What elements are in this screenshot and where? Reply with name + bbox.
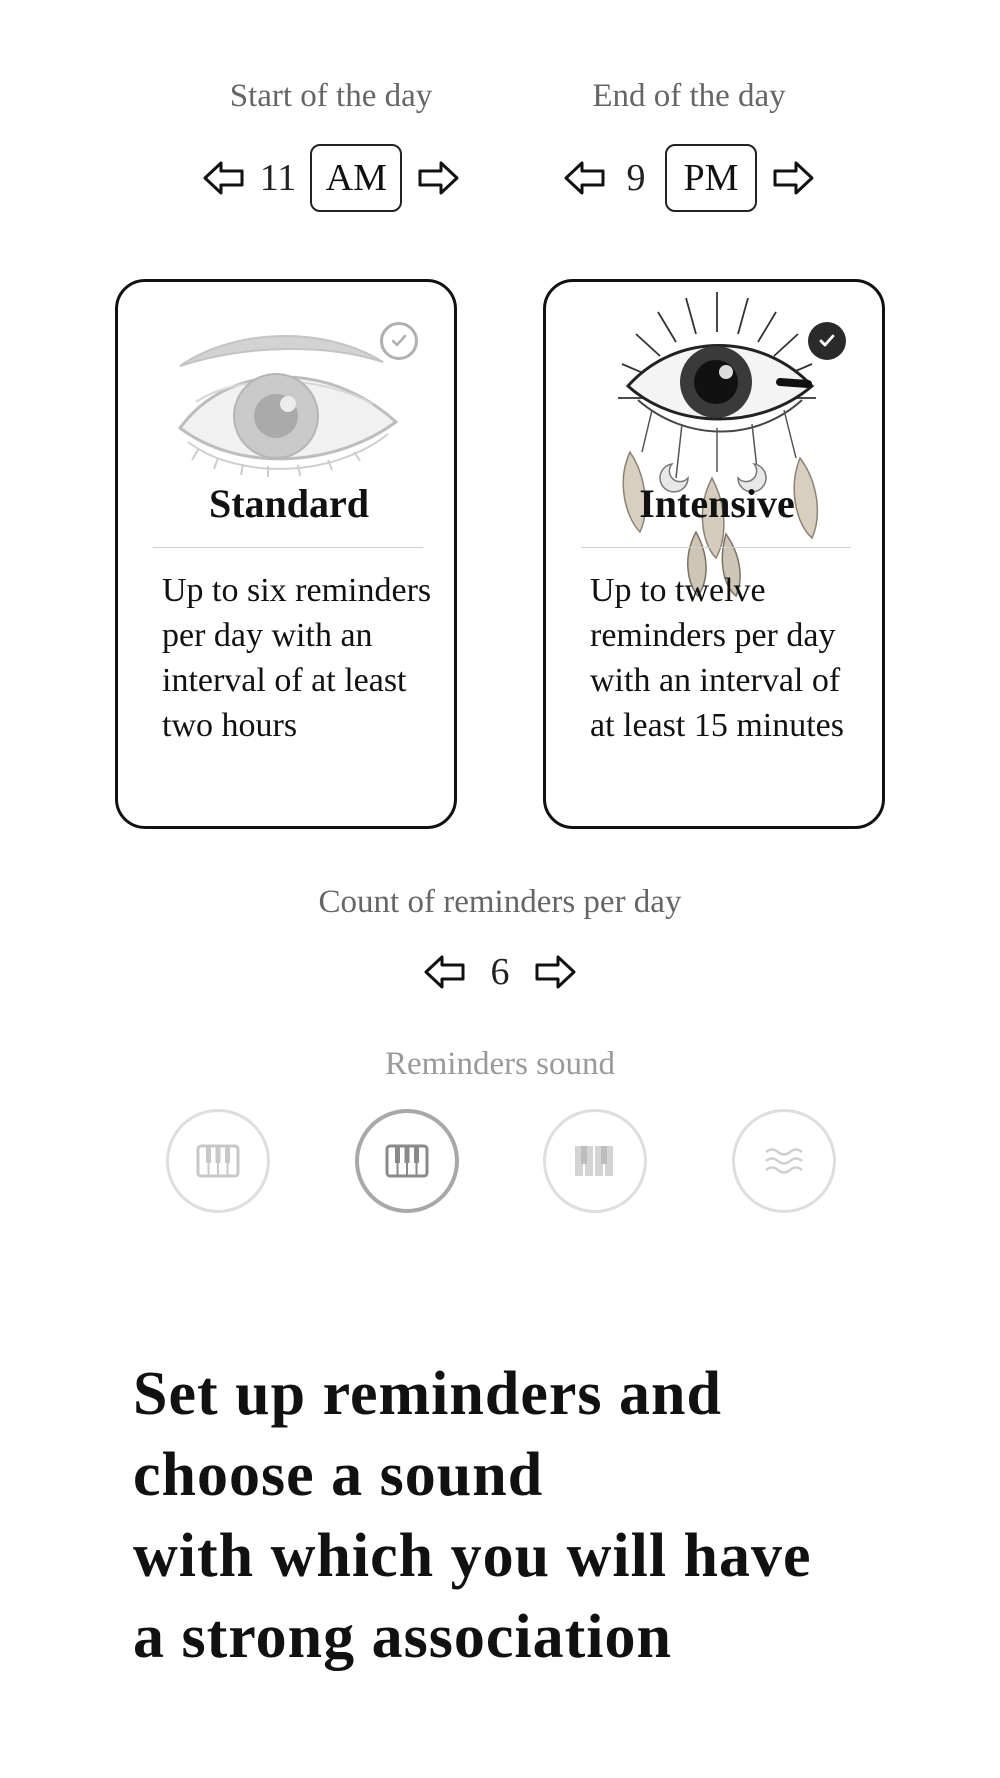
reminders-count-label: Count of reminders per day (318, 884, 682, 920)
arrow-left-icon (423, 953, 467, 991)
sound-option-3[interactable] (543, 1109, 647, 1213)
mode-title-intensive: Intensive (639, 481, 795, 526)
sound-option-2[interactable] (355, 1109, 459, 1213)
end-hour-value: 9 (626, 157, 646, 199)
end-period-toggle[interactable]: PM (665, 144, 757, 212)
card-divider (153, 547, 423, 548)
mode-title-standard: Standard (208, 481, 370, 526)
start-hour-value: 11 (259, 157, 297, 199)
reminders-sound-label: Reminders sound (384, 1046, 616, 1082)
start-period-toggle[interactable]: AM (310, 144, 402, 212)
reminders-count-value: 6 (490, 951, 510, 993)
arrow-left-icon (202, 159, 246, 197)
start-hour-decrease-button[interactable] (202, 156, 246, 200)
headline-line: Set up reminders and (133, 1360, 722, 1428)
piano-keys-icon (573, 1144, 617, 1178)
piano-icon (385, 1144, 429, 1178)
mode-description-standard: Up to six reminders per day with an interval of at least two hours (162, 572, 432, 744)
sound-options (0, 1109, 1000, 1215)
waves-icon (762, 1144, 806, 1178)
arrow-left-icon (563, 159, 607, 197)
start-hour-increase-button[interactable] (416, 156, 460, 200)
card-divider (581, 547, 851, 548)
mode-description-intensive: Up to twelve reminders per day with an interval of at least 15 minutes (590, 572, 845, 744)
onboarding-headline (133, 1354, 953, 1678)
reminders-count-picker (0, 944, 1000, 1000)
arrow-right-icon (533, 953, 577, 991)
count-increase-button[interactable] (533, 950, 577, 994)
arrow-right-icon (416, 159, 460, 197)
sound-option-1[interactable] (166, 1109, 270, 1213)
end-hour-decrease-button[interactable] (563, 156, 607, 200)
sound-option-4[interactable] (732, 1109, 836, 1213)
end-hour-increase-button[interactable] (771, 156, 815, 200)
standard-check-icon (380, 322, 418, 360)
start-time-picker (151, 141, 511, 215)
end-of-day-label: End of the day (592, 78, 786, 114)
end-time-picker (509, 141, 869, 215)
headline-line: with which you will have (133, 1522, 812, 1590)
mode-card-standard[interactable] (115, 279, 457, 829)
count-decrease-button[interactable] (423, 950, 467, 994)
mode-card-intensive[interactable] (543, 279, 885, 829)
headline-line: a strong association (133, 1603, 673, 1671)
arrow-right-icon (771, 159, 815, 197)
start-of-day-label: Start of the day (229, 78, 433, 114)
headline-line: choose a sound (133, 1441, 544, 1509)
piano-icon (196, 1144, 240, 1178)
intensive-check-icon (808, 322, 846, 360)
